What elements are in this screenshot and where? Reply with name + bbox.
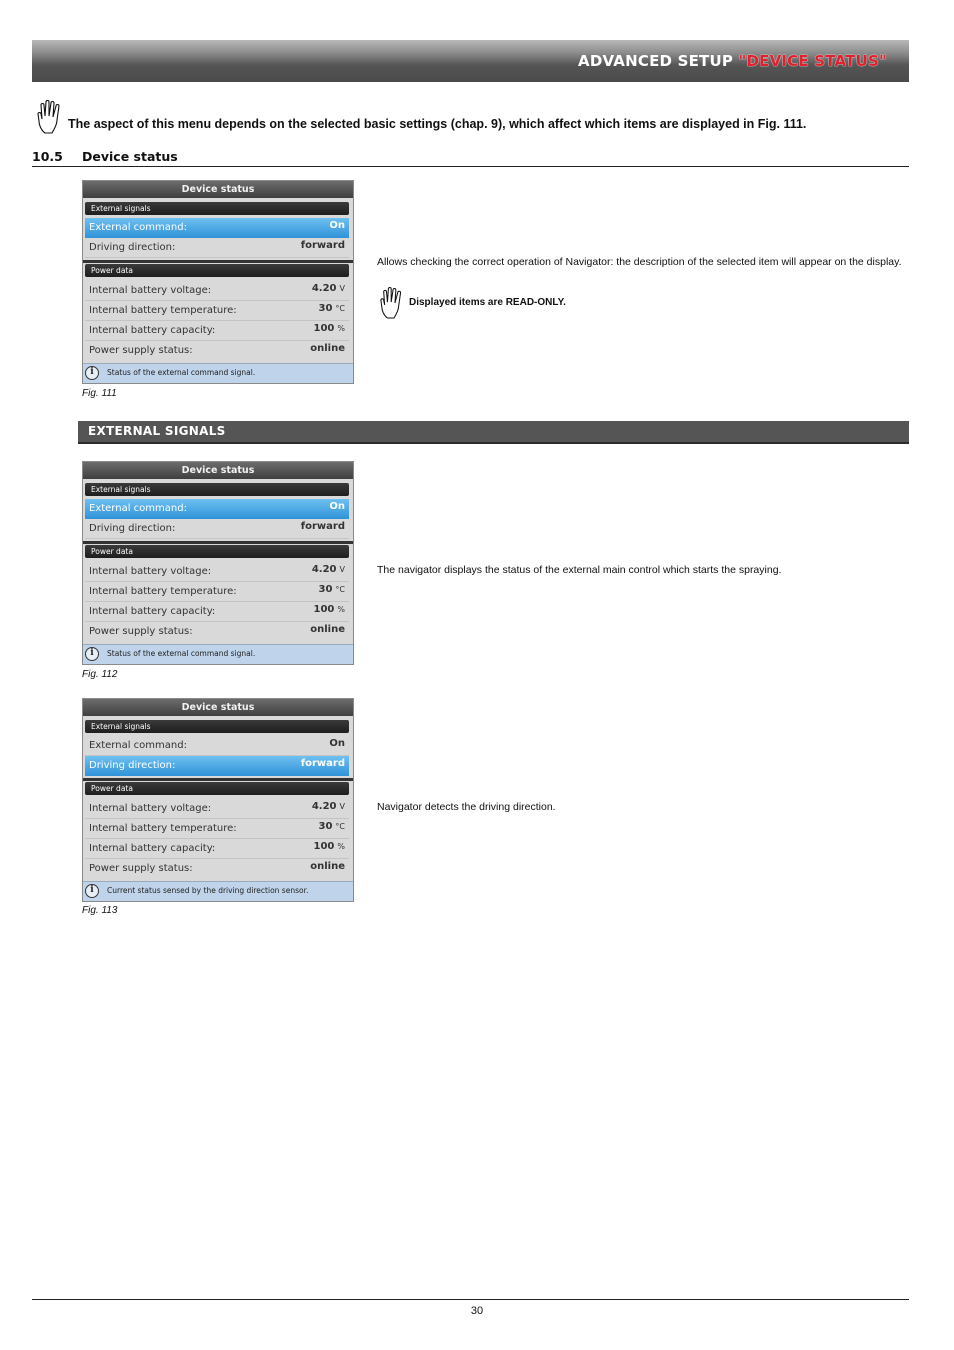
screen-divider [83,541,353,544]
page-number: 30 [470,1305,484,1317]
read-only-note: Displayed items are READ-ONLY. [409,297,566,308]
footer-divider [32,1299,909,1300]
screen-title: Device status [83,462,353,479]
figure-caption: Fig. 112 [82,669,118,680]
header-title-highlight: "DEVICE STATUS" [738,52,887,70]
group-external-signals: External signals [85,720,349,733]
row-battery-temperature[interactable]: Internal battery temperature: 30 °C [85,301,349,321]
hand-icon [36,100,68,134]
row-external-command[interactable]: External command: On [85,218,349,238]
intro-note: The aspect of this menu depends on the selected basic settings (chap. 9), which affect which items are displayed in Fig. 111. [68,117,807,131]
group-power-data: Power data [85,545,349,558]
device-status-screen-1 [82,180,354,384]
row-power-supply-status[interactable]: Power supply status: online [89,343,345,356]
subheading-external-signals: EXTERNAL SIGNALS [78,421,909,444]
screen-divider [83,778,353,781]
device-status-screen-2 [82,461,354,665]
row-battery-temperature[interactable]: Internal battery temperature: 30 °C [85,819,349,839]
info-bar: i Status of the external command signal. [83,363,353,383]
row-battery-capacity[interactable]: Internal battery capacity: 100 % [85,321,349,341]
group-external-signals: External signals [85,202,349,215]
info-icon: i [85,647,99,661]
screen-title: Device status [83,699,353,716]
row-external-command[interactable]: External command: On [85,499,349,519]
screen-divider [83,260,353,263]
row-driving-direction[interactable]: Driving direction: forward [85,756,349,776]
section-number: 10.5 [32,149,63,164]
row-battery-voltage[interactable]: Internal battery voltage: 4.20 V [85,562,349,582]
group-power-data: Power data [85,264,349,277]
screen-title: Device status [83,181,353,198]
fig111-description: Allows checking the correct operation of Navigator: the description of the selected item will appear on the display. [377,256,902,268]
info-bar: i Current status sensed by the driving direction sensor. [83,881,353,901]
fig113-description: Navigator detects the driving direction. [377,801,556,813]
header-title: ADVANCED SETUP "DEVICE STATUS" [578,52,887,70]
group-power-data: Power data [85,782,349,795]
row-external-command[interactable]: External command: On [85,736,349,756]
row-battery-voltage[interactable]: Internal battery voltage: 4.20 V [85,281,349,301]
section-divider [32,166,909,167]
fig112-description: The navigator displays the status of the external main control which starts the spraying. [377,564,782,576]
row-battery-voltage[interactable]: Internal battery voltage: 4.20 V [85,799,349,819]
info-bar: i Status of the external command signal. [83,644,353,664]
figure-caption: Fig. 111 [82,388,117,399]
row-driving-direction[interactable]: Driving direction: forward [85,519,349,539]
row-battery-temperature[interactable]: Internal battery temperature: 30 °C [85,582,349,602]
section-title: Device status [82,149,178,164]
info-icon: i [85,884,99,898]
row-driving-direction[interactable]: Driving direction: forward [85,238,349,258]
info-icon: i [85,366,99,380]
group-external-signals: External signals [85,483,349,496]
row-battery-capacity[interactable]: Internal battery capacity: 100 % [85,839,349,859]
header-banner [32,40,909,82]
row-power-supply-status[interactable]: Power supply status: online [89,624,345,637]
device-status-screen-3 [82,698,354,902]
hand-icon [379,286,409,320]
row-battery-capacity[interactable]: Internal battery capacity: 100 % [85,602,349,622]
row-power-supply-status[interactable]: Power supply status: online [89,861,345,874]
figure-caption: Fig. 113 [82,905,118,916]
